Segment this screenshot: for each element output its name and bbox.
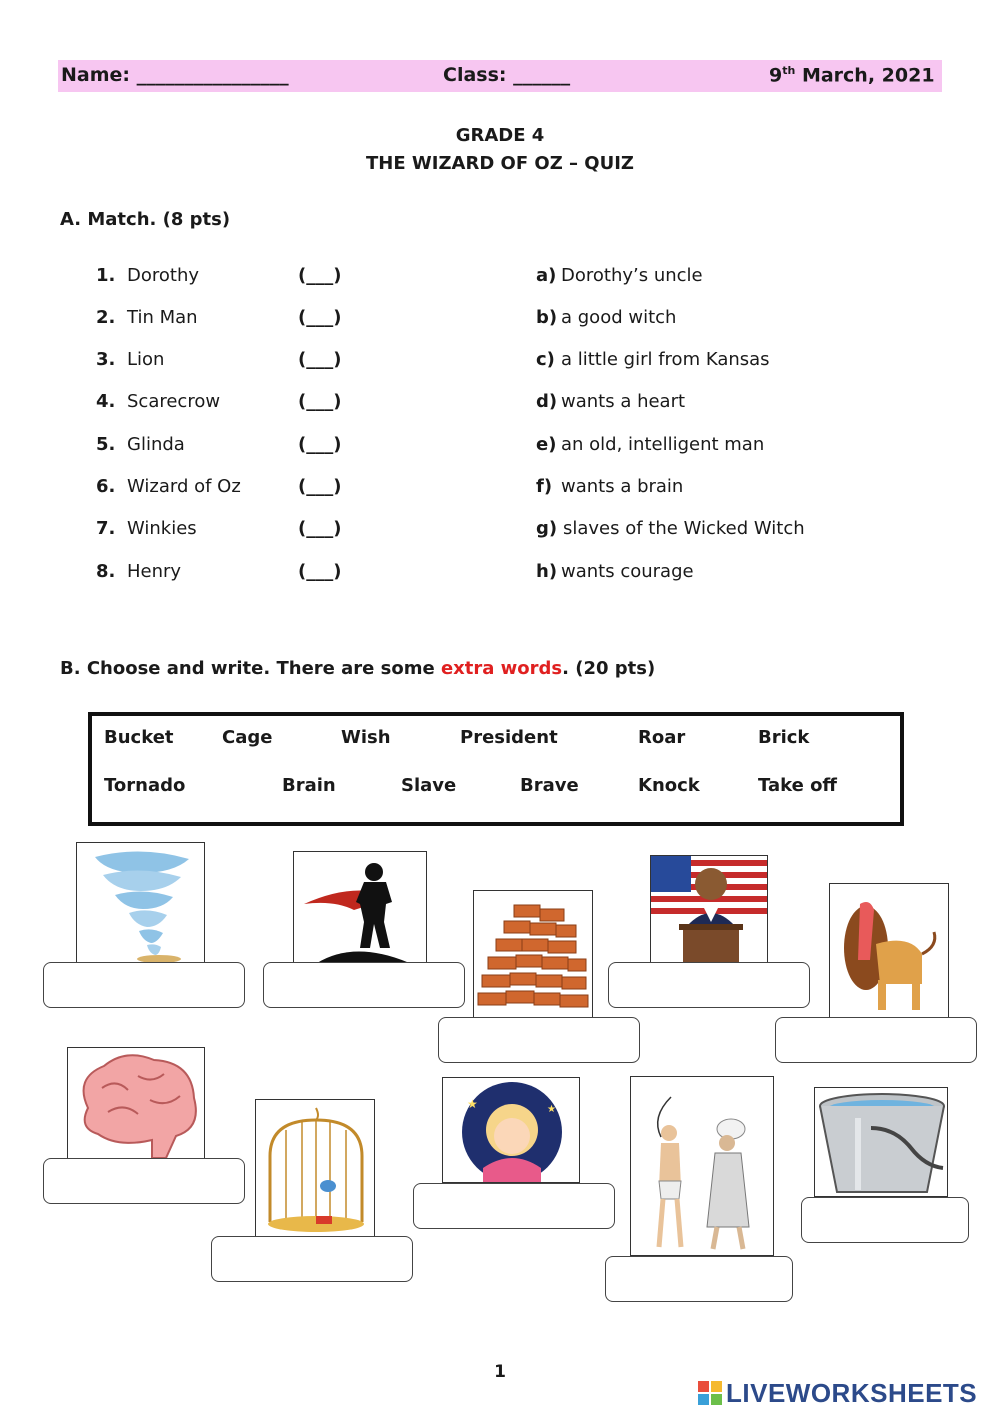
class-field[interactable]: Class: ______ — [443, 64, 571, 86]
word-bank-word: Brick — [758, 727, 810, 748]
item-name: Scarecrow — [127, 391, 221, 412]
svg-text:★: ★ — [467, 1097, 478, 1111]
grade-title: GRADE 4 — [455, 125, 545, 146]
option-text: slaves of the Wicked Witch — [563, 518, 805, 539]
answer-blank[interactable]: (___) — [298, 307, 342, 328]
option-text: Dorothy’s uncle — [561, 265, 703, 286]
item-number: 2. — [96, 307, 116, 328]
option-letter: d) — [536, 391, 558, 412]
item-name: Henry — [127, 561, 182, 582]
answer-box-slave[interactable] — [605, 1256, 793, 1302]
answer-box-brain[interactable] — [43, 1158, 245, 1204]
option-letter: h) — [536, 561, 558, 582]
extra-words-highlight: extra words — [440, 658, 563, 679]
section-b-heading: B. Choose and write. There are some extra words. (20 pts) — [60, 658, 656, 679]
answer-blank[interactable]: (___) — [298, 518, 342, 539]
quiz-title: THE WIZARD OF OZ – QUIZ — [366, 153, 634, 174]
tornado-icon — [76, 842, 205, 964]
item-name: Wizard of Oz — [127, 476, 241, 497]
word-bank-word: Brain — [282, 775, 336, 796]
option-text: wants a heart — [561, 391, 686, 412]
answer-box-brick[interactable] — [438, 1017, 640, 1063]
word-bank-word: Knock — [638, 775, 700, 796]
brain-icon — [67, 1047, 205, 1159]
item-number: 5. — [96, 434, 116, 455]
item-name: Dorothy — [127, 265, 200, 286]
word-bank-word: President — [460, 727, 558, 748]
answer-blank[interactable]: (___) — [298, 391, 342, 412]
item-number: 8. — [96, 561, 116, 582]
answer-blank[interactable]: (___) — [298, 476, 342, 497]
word-bank-word: Roar — [638, 727, 686, 748]
word-bank-word: Brave — [520, 775, 579, 796]
answer-box-brave[interactable] — [263, 962, 465, 1008]
answer-box-roar[interactable] — [775, 1017, 977, 1063]
option-letter: a) — [536, 265, 557, 286]
answer-blank[interactable]: (___) — [298, 265, 342, 286]
item-number: 4. — [96, 391, 116, 412]
option-text: a good witch — [561, 307, 677, 328]
section-a-heading: A. Match. (8 pts) — [60, 209, 231, 230]
item-number: 1. — [96, 265, 116, 286]
name-field[interactable]: Name: ________________ — [61, 64, 289, 86]
answer-blank[interactable]: (___) — [298, 349, 342, 370]
liveworksheets-logo-icon — [698, 1381, 722, 1405]
option-text: an old, intelligent man — [561, 434, 765, 455]
president-icon — [650, 855, 768, 964]
option-letter: g) — [536, 518, 558, 539]
word-bank-word: Cage — [222, 727, 273, 748]
answer-box-tornado[interactable] — [43, 962, 245, 1008]
item-name: Lion — [127, 349, 165, 370]
item-number: 6. — [96, 476, 116, 497]
item-name: Tin Man — [127, 307, 198, 328]
item-name: Winkies — [127, 518, 197, 539]
option-text: a little girl from Kansas — [561, 349, 770, 370]
word-bank-word: Tornado — [104, 775, 186, 796]
item-number: 7. — [96, 518, 116, 539]
answer-blank[interactable]: (___) — [298, 434, 342, 455]
option-letter: e) — [536, 434, 557, 455]
roaring-lion-icon — [829, 883, 949, 1018]
answer-blank[interactable]: (___) — [298, 561, 342, 582]
hero-silhouette-icon — [293, 851, 427, 964]
word-bank-word: Wish — [341, 727, 391, 748]
option-letter: c) — [536, 349, 555, 370]
answer-box-president[interactable] — [608, 962, 810, 1008]
page-number: 1 — [494, 1362, 506, 1382]
bricks-icon — [473, 890, 593, 1018]
word-bank-word: Bucket — [104, 727, 174, 748]
item-number: 3. — [96, 349, 116, 370]
option-letter: f) — [536, 476, 553, 497]
slaves-icon — [630, 1076, 774, 1256]
option-letter: b) — [536, 307, 558, 328]
liveworksheets-brand: LIVEWORKSHEETS — [726, 1378, 978, 1408]
option-text: wants a brain — [561, 476, 684, 497]
answer-box-cage[interactable] — [211, 1236, 413, 1282]
bucket-icon — [814, 1087, 948, 1197]
word-bank-word: Take off — [758, 775, 838, 796]
svg-text:★: ★ — [547, 1104, 556, 1115]
item-name: Glinda — [127, 434, 185, 455]
wishing-girl-icon — [442, 1077, 580, 1183]
birdcage-icon — [255, 1099, 375, 1237]
date: 9th March, 2021 — [769, 64, 935, 87]
answer-box-bucket[interactable] — [801, 1197, 969, 1243]
answer-box-wish[interactable] — [413, 1183, 615, 1229]
option-text: wants courage — [561, 561, 694, 582]
word-bank-word: Slave — [401, 775, 457, 796]
